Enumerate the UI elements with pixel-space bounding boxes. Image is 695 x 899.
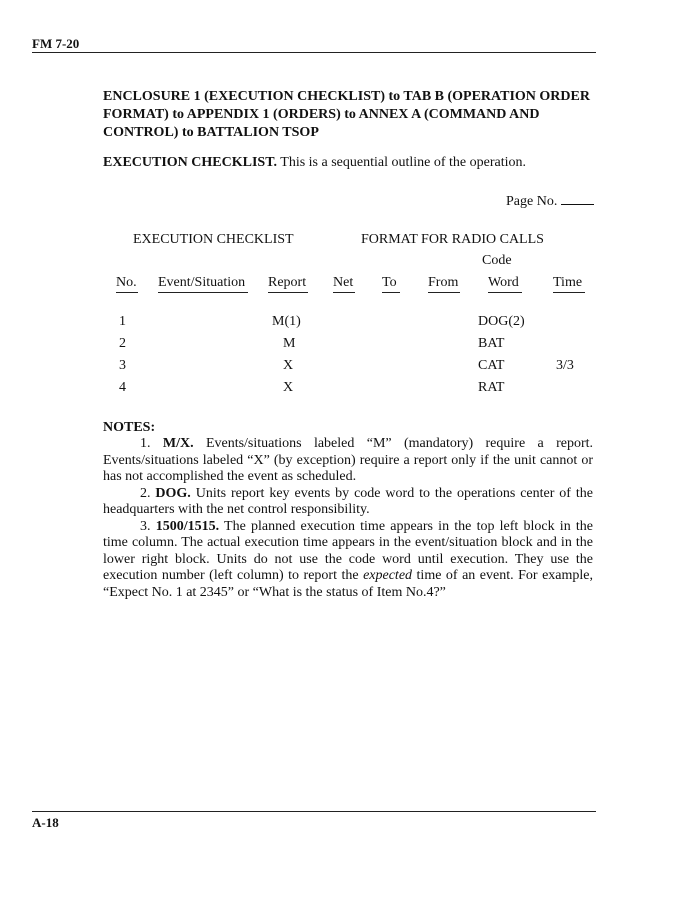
- header-event: Event/Situation: [158, 275, 246, 290]
- note-3-emphasis: expected: [363, 568, 413, 583]
- intro-text: This is a sequential outline of the operation.: [280, 155, 526, 170]
- header-underline-from: [428, 292, 460, 293]
- page-number-label: Page No.: [506, 194, 558, 209]
- header-word: Word: [488, 275, 519, 290]
- caption-execution-checklist: EXECUTION CHECKLIST: [133, 232, 294, 247]
- note-2-number: 2.: [140, 485, 151, 501]
- header-from: From: [428, 275, 459, 290]
- row-3-report: X: [283, 358, 294, 373]
- page-number-blank: [561, 192, 594, 205]
- page-number-field: [506, 192, 594, 210]
- page-header-code: FM 7-20: [32, 36, 80, 51]
- note-3-number: 3.: [140, 518, 151, 534]
- note-1: [103, 436, 593, 486]
- header-underline-report: [268, 292, 308, 293]
- intro-label: EXECUTION CHECKLIST.: [103, 155, 278, 170]
- header-underline-event: [158, 292, 248, 293]
- row-2-report: M: [283, 336, 296, 351]
- note-3-key: 1500/1515.: [155, 518, 220, 534]
- enclosure-title: ENCLOSURE 1 (EXECUTION CHECKLIST) to TAB B (OPERATION ORDER FORMAT) to APPENDIX 1 (ORDERS) to ANNEX A (COMMAND AND CONTROL) to BATTALION TSOP: [103, 89, 590, 140]
- row-3-time: 3/3: [556, 358, 574, 373]
- header-underline-to: [382, 292, 400, 293]
- page-footer-number: A-18: [32, 815, 59, 830]
- row-1-report: M(1): [272, 314, 301, 329]
- header-underline-no: [116, 292, 138, 293]
- note-2-key: DOG.: [155, 485, 191, 501]
- intro-line: [103, 155, 526, 171]
- note-1-text: Events/situations labeled “M” (mandatory) require a report. Events/situations labeled “X” (by exception) require a report only if the unit cannot or has not accomplished the event as scheduled.: [103, 436, 594, 484]
- header-time: Time: [553, 275, 583, 290]
- row-4-report: X: [283, 380, 294, 395]
- row-4-word: RAT: [478, 380, 505, 395]
- notes-body: [103, 436, 593, 601]
- row-2-word: BAT: [478, 336, 505, 351]
- note-2-text: Units report key events by code word to the operations center of the headquarters with the net control responsibility.: [103, 485, 593, 517]
- note-1-number: 1.: [140, 436, 151, 451]
- header-underline-word: [488, 292, 522, 293]
- note-3: [103, 519, 593, 602]
- header-to: To: [382, 275, 397, 290]
- note-3-text-b: time of an event. For example, “Expect No. 1 at 2345” or “What is the status of Item No.4?”: [103, 568, 593, 600]
- row-2-no: 2: [119, 336, 126, 351]
- header-no: No.: [116, 275, 137, 290]
- footer-rule: [32, 811, 596, 812]
- notes-heading: NOTES:: [103, 420, 156, 435]
- header-rule: [32, 52, 596, 53]
- row-1-word: DOG(2): [478, 314, 525, 329]
- row-3-no: 3: [119, 358, 126, 373]
- row-1-no: 1: [119, 314, 126, 329]
- header-underline-net: [333, 292, 355, 293]
- header-report: Report: [268, 275, 307, 290]
- note-3-text-a: The planned execution time appears in the top left block in the time column. The actual execution time appears in the event/situation block and in the lower right block. Units do not use the code word until execution. They use the execution number (left column) to report the: [103, 518, 594, 583]
- header-underline-time: [553, 292, 585, 293]
- header-code: Code: [482, 253, 512, 268]
- note-2: [103, 486, 593, 519]
- caption-radio-calls: FORMAT FOR RADIO CALLS: [361, 232, 544, 247]
- row-3-word: CAT: [478, 358, 505, 373]
- note-1-key: M/X.: [162, 436, 194, 451]
- header-net: Net: [333, 275, 354, 290]
- row-4-no: 4: [119, 380, 126, 395]
